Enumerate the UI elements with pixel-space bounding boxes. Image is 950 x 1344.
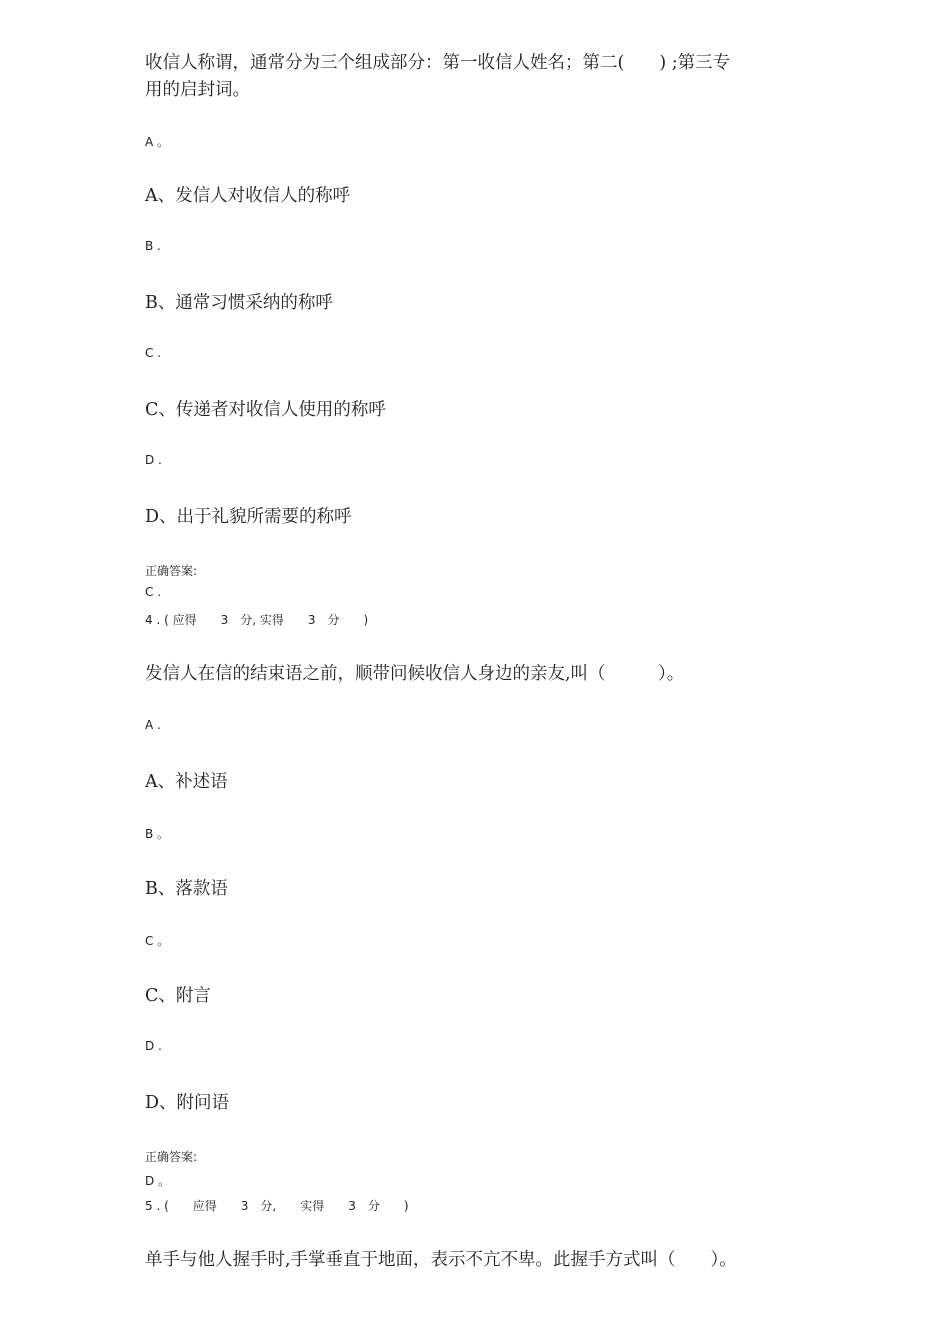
q3-stem-line2: 用的启封词。 [145,80,250,100]
q3-option-a-text: A、发信人对收信人的称呼 [145,186,351,206]
q5-header: 5 . ( 应得 3 分, 实得 3 分 ) [145,1199,409,1213]
q4-option-b-text: B、落款语 [145,879,228,899]
q3-option-d-text: D、出于礼貌所需要的称呼 [145,507,352,527]
q3-option-b-text: B、通常习惯采纳的称呼 [145,293,333,313]
q4-option-d-text: D、附问语 [145,1093,230,1113]
q4-option-b-marker: B 。 [145,827,170,841]
q5-stem: 单手与他人握手时,手掌垂直于地面，表示不亢不卑。此握手方式叫（ ）。 [145,1250,737,1270]
q3-option-a-marker: A 。 [145,135,170,149]
q4-option-a-marker: A . [145,718,161,732]
q3-answer-value: C . [145,585,162,599]
q4-option-c-marker: C 。 [145,934,170,948]
q3-option-d-marker: D . [145,453,162,467]
q4-answer-value: D 。 [145,1174,171,1188]
q4-option-c-text: C、附言 [145,986,211,1006]
q3-stem-line1: 收信人称谓，通常分为三个组成部分：第一收信人姓名；第二( ) ;第三专 [145,53,731,73]
q4-option-d-marker: D . [145,1039,162,1053]
q3-option-c-marker: C . [145,346,162,360]
q3-option-c-text: C、传递者对收信人使用的称呼 [145,400,386,420]
q3-answer-label: 正确答案: [145,564,198,578]
q4-header: 4 . ( 应得 3 分, 实得 3 分 ) [145,613,369,627]
q4-stem: 发信人在信的结束语之前，顺带问候收信人身边的亲友,叫（ ）。 [145,664,685,684]
q4-answer-label: 正确答案: [145,1150,198,1164]
q4-option-a-text: A、补述语 [145,772,228,792]
q3-option-b-marker: B . [145,239,161,253]
